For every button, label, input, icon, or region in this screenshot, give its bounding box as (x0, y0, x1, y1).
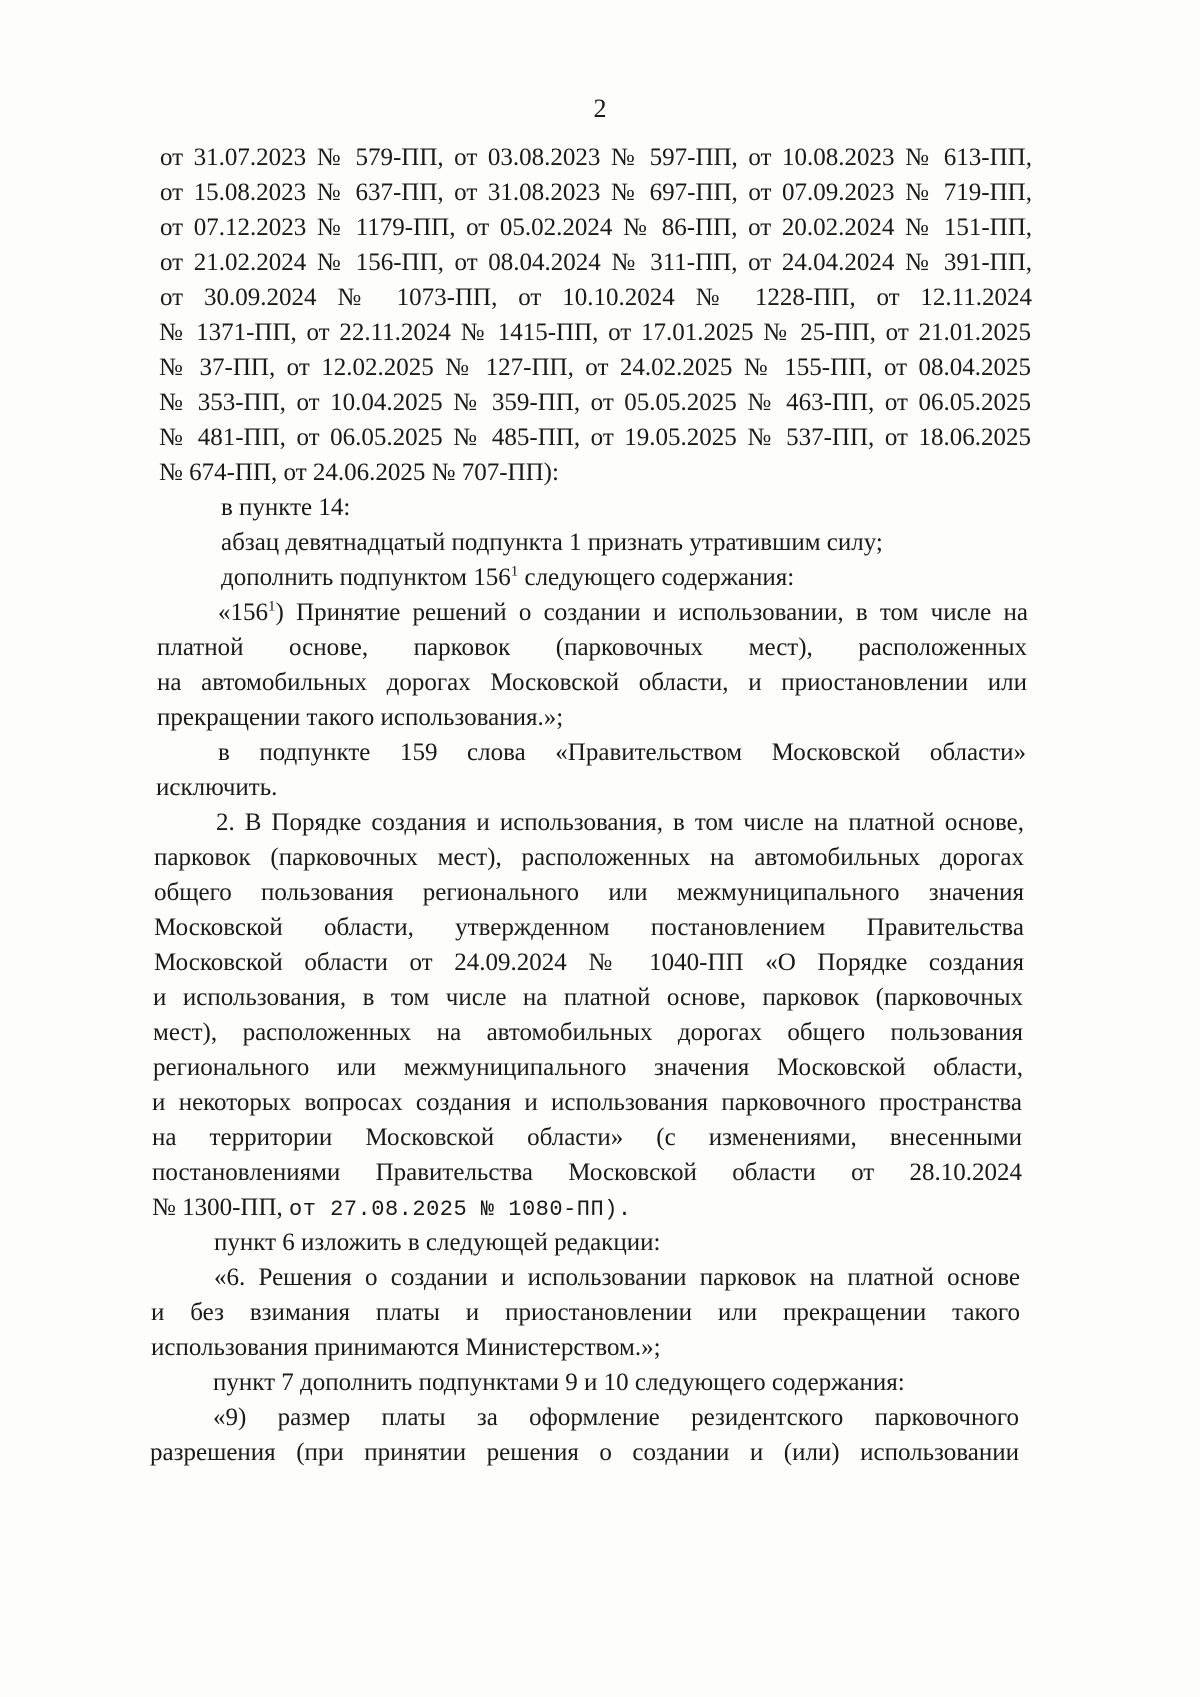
list-line: от 31.07.2023 № 579-ПП, от 03.08.2023 № 597-ПП, от 10.08.2023 № 613-ПП, (160, 144, 1032, 171)
list-line: от 07.12.2023 № 1179-ПП, от 05.02.2024 № 86-ПП, от 20.02.2024 № 151-ПП, (160, 214, 1032, 241)
sub159-line: в подпункте 159 слова «Правительством Московской области» (218, 739, 1026, 766)
superscript: 1 (510, 563, 519, 580)
clause-7-intro: пункт 7 дополнить подпунктами 9 и 10 следующего содержания: (213, 1369, 905, 1396)
clause-7-line: разрешения (при принятии решения о создании и (или) использовании (150, 1439, 1019, 1466)
paragraph-2-line: и использования, в том числе на платной основе, парковок (парковочных (153, 984, 1023, 1011)
clause-7-line: «9) размер платы за оформление резидентского парковочного (213, 1404, 1019, 1431)
sub159-line: исключить. (156, 774, 278, 801)
paragraph-2-line: регионального или межмуниципального значения Московской области, (153, 1054, 1023, 1081)
add-subclause-pre: дополнить подпунктом 156 (221, 564, 511, 591)
paragraph-2-line: парковок (парковочных мест), расположенных на автомобильных дорогах (154, 844, 1024, 871)
paragraph-2-line: Московской области, утвержденном постановлением Правительства (154, 914, 1024, 941)
paragraph-2-line: на территории Московской области» (с изменениями, внесенными (152, 1124, 1022, 1151)
quote-line: на автомобильных дорогах Московской области, и приостановлении или (157, 669, 1027, 696)
quote-post: ) Принятие решений о создании и использовании, в том числе на (275, 599, 1028, 626)
paragraph-2-last-line (152, 1193, 632, 1225)
list-line: № 674-ПП, от 24.06.2025 № 707-ПП): (159, 459, 559, 486)
clause-6-line: и без взимания платы и приостановлении или прекращении такого (151, 1299, 1020, 1326)
quote-line: прекращении такого использования.»; (157, 704, 564, 731)
typed-insertion: от 27.08.2025 № 1080-ПП). (289, 1197, 632, 1222)
list-line: № 1371-ПП, от 22.11.2024 № 1415-ПП, от 17.01.2025 № 25-ПП, от 21.01.2025 (159, 319, 1031, 346)
clause-14-heading: в пункте 14: (221, 494, 351, 521)
paragraph-2-line: мест), расположенных на автомобильных дорогах общего пользования (153, 1019, 1023, 1046)
list-line: от 21.02.2024 № 156-ПП, от 08.04.2024 № 311-ПП, от 24.04.2024 № 391-ПП, (160, 249, 1032, 276)
add-subclause-text (221, 563, 794, 593)
list-line: № 353-ПП, от 10.04.2025 № 359-ПП, от 05.05.2025 № 463-ПП, от 06.05.2025 (159, 389, 1031, 416)
quote-pre: «156 (218, 599, 268, 626)
clause-6-line: «6. Решения о создании и использовании парковок на платной основе (214, 1264, 1020, 1291)
paragraph-2-line: Московской области от 24.09.2024 № 1040-ПП «О Порядке создания (154, 949, 1024, 976)
paragraph-2-line: и некоторых вопросах создания и использования парковочного пространства (152, 1089, 1022, 1116)
paragraph-2-line: общего пользования регионального или межмуниципального значения (154, 879, 1024, 906)
add-subclause-post: следующего содержания: (518, 564, 795, 591)
list-line: № 37-ПП, от 12.02.2025 № 127-ПП, от 24.02.2025 № 155-ПП, от 08.04.2025 (159, 354, 1031, 381)
page-number: 2 (593, 94, 607, 123)
clause-6-intro: пункт 6 изложить в следующей редакции: (214, 1229, 661, 1256)
quote-line: платной основе, парковок (парковочных мест), расположенных (157, 634, 1027, 661)
list-line: № 481-ПП, от 06.05.2025 № 485-ПП, от 19.05.2025 № 537-ПП, от 18.06.2025 (159, 424, 1031, 451)
paragraph-2-line: 2. В Порядке создания и использования, в том числе на платной основе, (216, 809, 1024, 836)
superscript: 1 (268, 598, 276, 615)
list-line: от 30.09.2024 № 1073-ПП, от 10.10.2024 № 1228-ПП, от 12.11.2024 (160, 284, 1032, 311)
list-line: от 15.08.2023 № 637-ПП, от 31.08.2023 № 697-ПП, от 07.09.2023 № 719-ПП, (160, 179, 1032, 206)
paragraph-2-line: постановлениями Правительства Московской области от 28.10.2024 (152, 1159, 1022, 1186)
quote-line (218, 598, 1028, 628)
clause-6-line: использования принимаются Министерством.»; (151, 1334, 661, 1361)
paragraph-2-last-part: № 1300-ПП, (152, 1194, 290, 1221)
abzac-19-text: абзац девятнадцатый подпункта 1 признать утратившим силу; (221, 529, 883, 556)
